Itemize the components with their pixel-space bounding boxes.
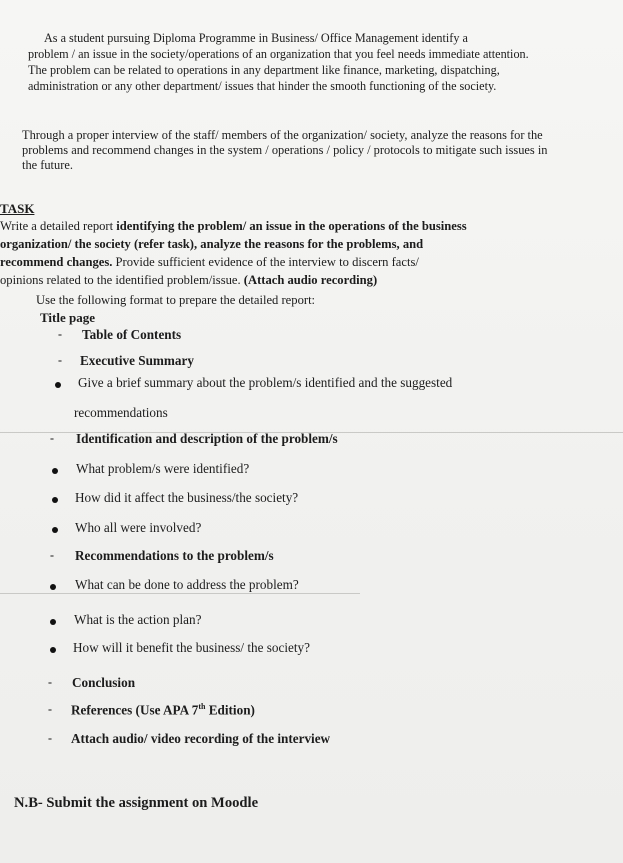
outline-point: What can be done to address the problem?	[75, 577, 299, 592]
format-intro: Use the following format to prepare the detailed report:	[36, 293, 316, 307]
outline-heading: Executive Summary	[80, 353, 194, 368]
outline-point: Who all were involved?	[75, 520, 202, 535]
outline-point: Give a brief summary about the problem/s identified and the suggested	[78, 375, 453, 390]
outline-point: How did it affect the business/the society?	[75, 490, 299, 505]
intro-rest: problem / an issue in the society/operations of an organization that you feel needs immediate attention. The problem can be related to operations in any department like finance, marketing, dispatching, administration or any other department/ issues that hinder the smooth functioning of the society.	[28, 47, 529, 93]
outline-heading: Identification and description of the problem/s	[76, 431, 338, 446]
task-line-4a: opinions related to the identified problem/issue.	[0, 273, 244, 287]
outline-heading: Recommendations to the problem/s	[75, 548, 274, 563]
intro-line-1: As a student pursuing Diploma Programme in Business/ Office Management identify a	[44, 31, 468, 45]
bullet-icon	[55, 382, 61, 388]
dash-marker: -	[48, 731, 52, 745]
outline-heading: Conclusion	[72, 675, 136, 690]
bullet-icon	[52, 497, 58, 503]
submission-note: N.B- Submit the assignment on Moodle	[14, 795, 259, 811]
task-line-1a: Write a detailed report	[0, 219, 117, 233]
dash-marker: -	[48, 675, 52, 689]
dash-marker: -	[50, 431, 54, 445]
dash-marker: -	[48, 702, 52, 716]
task-line-2: organization/ the society (refer task), analyze the reasons for the problems, and	[0, 237, 424, 251]
outline-point: recommendations	[74, 405, 168, 420]
outline-point: What problem/s were identified?	[76, 461, 250, 476]
dash-marker: -	[50, 548, 54, 562]
outline-heading: Attach audio/ video recording of the interview	[71, 731, 331, 746]
task-line-4b: (Attach audio recording)	[243, 273, 378, 287]
outline-point: How will it benefit the business/ the society?	[73, 640, 310, 655]
task-line-3a: recommend changes.	[0, 255, 113, 269]
bullet-icon	[50, 619, 56, 625]
dash-marker: -	[58, 327, 62, 341]
task-line-1b: identifying the problem/ an issue in the operations of the business	[116, 219, 467, 233]
dash-marker: -	[58, 353, 62, 367]
interview-paragraph: Through a proper interview of the staff/ members of the organization/ society, analyze the reasons for the problems and recommend changes in the system / operations / policy / protocols to mitigate such issues in the future.	[22, 128, 548, 172]
task-heading: TASK	[0, 201, 35, 216]
outline-heading: References (Use APA 7th Edition)	[71, 702, 255, 718]
bullet-icon	[50, 584, 56, 590]
task-line-3b: Provide sufficient evidence of the interview to discern facts/	[112, 255, 419, 269]
outline-point: What is the action plan?	[74, 612, 202, 627]
bullet-icon	[52, 468, 58, 474]
outline-heading: Table of Contents	[82, 327, 182, 342]
title-page-label: Title page	[40, 310, 96, 325]
bullet-icon	[50, 647, 56, 653]
bullet-icon	[52, 527, 58, 533]
